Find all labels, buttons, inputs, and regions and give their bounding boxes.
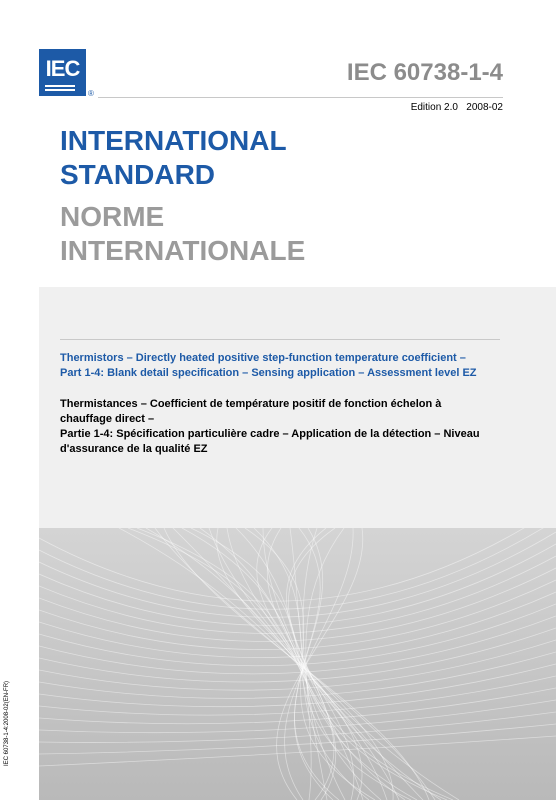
- decorative-wave-pattern: [39, 528, 556, 800]
- logo-bar: [45, 89, 75, 91]
- document-number: IEC 60738-1-4: [346, 59, 503, 86]
- spine-reference: IEC 60738-1-4:2008-02(EN-FR): [4, 680, 10, 766]
- title-french: [60, 200, 500, 268]
- edition-label: Edition 2.0: [410, 102, 458, 113]
- description-french-line: chauffage direct –: [60, 413, 155, 425]
- title-french-line: NORME: [60, 201, 165, 232]
- band-divider: [60, 339, 500, 340]
- description-french-line: d'assurance de la qualité EZ: [60, 443, 208, 455]
- registered-mark: ®: [88, 89, 94, 98]
- title-english-line: INTERNATIONAL: [60, 125, 287, 156]
- logo-bar: [45, 85, 75, 87]
- logo-text: IEC: [45, 56, 80, 81]
- title-french-line: INTERNATIONALE: [60, 235, 306, 266]
- description-french-line: Partie 1-4: Spécification particulière cadre – Application de la détection – Niveau: [60, 428, 480, 440]
- description-french-line: Thermistances – Coefficient de température positif de fonction échelon à: [60, 398, 442, 410]
- description-english-line: Thermistors – Directly heated positive step-function temperature coefficient –: [60, 352, 466, 364]
- iec-logo: [39, 49, 86, 96]
- title-english: [60, 124, 500, 192]
- header-divider: [98, 97, 503, 98]
- description-english-line: Part 1-4: Blank detail specification – Sensing application – Assessment level EZ: [60, 367, 477, 379]
- edition-line: [411, 102, 503, 113]
- description-english: [60, 351, 510, 381]
- edition-date: 2008-02: [466, 102, 503, 113]
- description-french: [60, 397, 510, 457]
- title-english-line: STANDARD: [60, 159, 216, 190]
